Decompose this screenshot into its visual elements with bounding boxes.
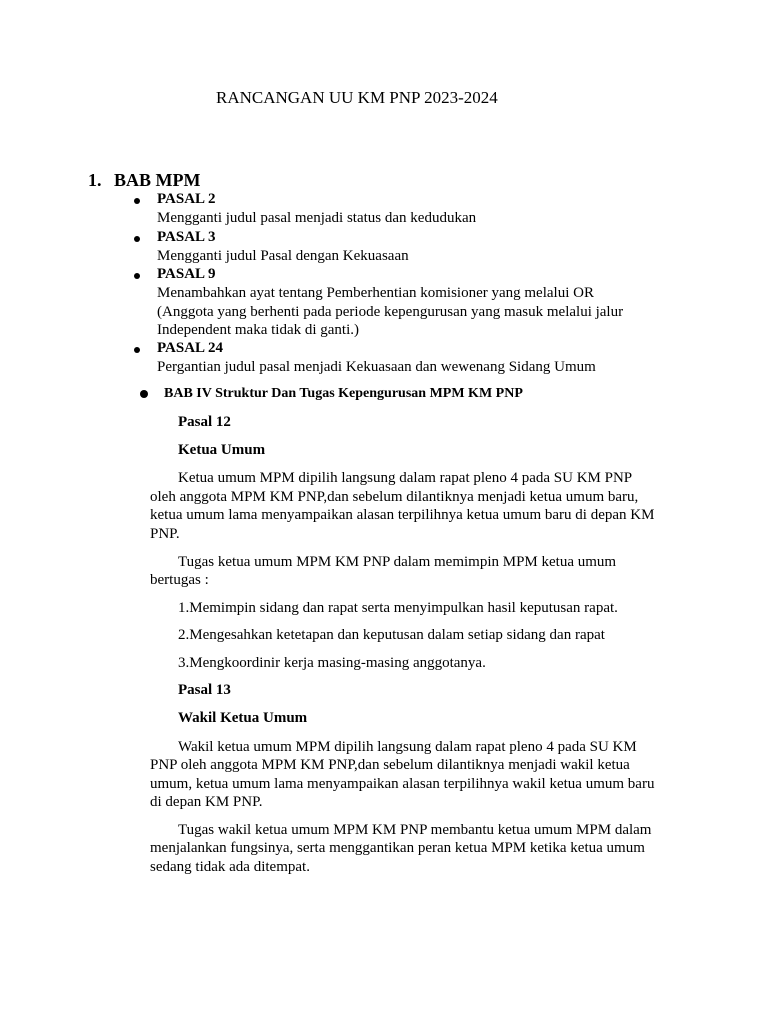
pasal-label: PASAL 9 — [157, 266, 216, 282]
section-number: 1. — [88, 170, 102, 190]
bullet-icon — [134, 273, 140, 279]
bullet-icon — [134, 198, 140, 204]
pasal-desc: (Anggota yang berhenti pada periode kepengurusan yang masuk melalui jalur — [157, 304, 624, 320]
paragraph-line: Wakil ketua umum MPM dipilih langsung dalam rapat pleno 4 pada SU KM — [178, 739, 637, 755]
task-item: 1.Memimpin sidang dan rapat serta menyimpulkan hasil keputusan rapat. — [178, 600, 618, 616]
pasal-label: PASAL 3 — [157, 229, 216, 245]
section-title: BAB MPM — [114, 170, 201, 190]
paragraph-line: oleh anggota MPM KM PNP,dan sebelum dilantiknya menjadi ketua umum baru, — [150, 489, 639, 505]
paragraph-line: sedang tidak ada ditempat. — [150, 859, 310, 875]
pasal-subtitle: Ketua Umum — [178, 442, 266, 458]
paragraph-line: PNP. — [150, 526, 180, 542]
pasal-title: Pasal 13 — [178, 682, 231, 698]
pasal-desc: Pergantian judul pasal menjadi Kekuasaan dan wewenang Sidang Umum — [157, 359, 596, 375]
bullet-icon — [140, 390, 148, 398]
paragraph-line: PNP oleh anggota MPM KM PNP,dan sebelum dilantiknya menjadi wakil ketua — [150, 757, 630, 773]
pasal-desc: Independent maka tidak di ganti.) — [157, 322, 360, 338]
pasal-title: Pasal 12 — [178, 414, 231, 430]
paragraph-line: ketua umum lama menyampaikan alasan terpilihnya ketua umum baru di depan KM — [150, 507, 655, 523]
pasal-label: PASAL 2 — [157, 191, 216, 207]
paragraph-line: Tugas ketua umum MPM KM PNP dalam memimpin MPM ketua umum — [178, 554, 617, 570]
pasal-desc: Mengganti judul pasal menjadi status dan kedudukan — [157, 210, 477, 226]
pasal-desc: Mengganti judul Pasal dengan Kekuasaan — [157, 248, 409, 264]
task-item: 2.Mengesahkan ketetapan dan keputusan dalam setiap sidang dan rapat — [178, 627, 605, 643]
paragraph-line: menjalankan fungsinya, serta menggantikan peran ketua MPM ketika ketua umum — [150, 840, 645, 856]
paragraph-line: Tugas wakil ketua umum MPM KM PNP membantu ketua umum MPM dalam — [178, 822, 652, 838]
paragraph-line: di depan KM PNP. — [150, 794, 263, 810]
paragraph-line: bertugas : — [150, 572, 209, 588]
bab-heading: BAB IV Struktur Dan Tugas Kepengurusan MPM KM PNP — [164, 386, 523, 401]
paragraph-line: Ketua umum MPM dipilih langsung dalam rapat pleno 4 pada SU KM PNP — [178, 470, 633, 486]
pasal-subtitle: Wakil Ketua Umum — [178, 710, 308, 726]
paragraph-line: umum, ketua umum lama menyampaikan alasan terpilihnya wakil ketua umum baru — [150, 776, 655, 792]
pasal-label: PASAL 24 — [157, 340, 223, 356]
pasal-desc: Menambahkan ayat tentang Pemberhentian komisioner yang melalui OR — [157, 285, 594, 301]
document-title: RANCANGAN UU KM PNP 2023-2024 — [216, 88, 498, 107]
section-heading — [88, 170, 200, 191]
bullet-icon — [134, 236, 140, 242]
bullet-icon — [134, 347, 140, 353]
task-item: 3.Mengkoordinir kerja masing-masing anggotanya. — [178, 655, 486, 671]
